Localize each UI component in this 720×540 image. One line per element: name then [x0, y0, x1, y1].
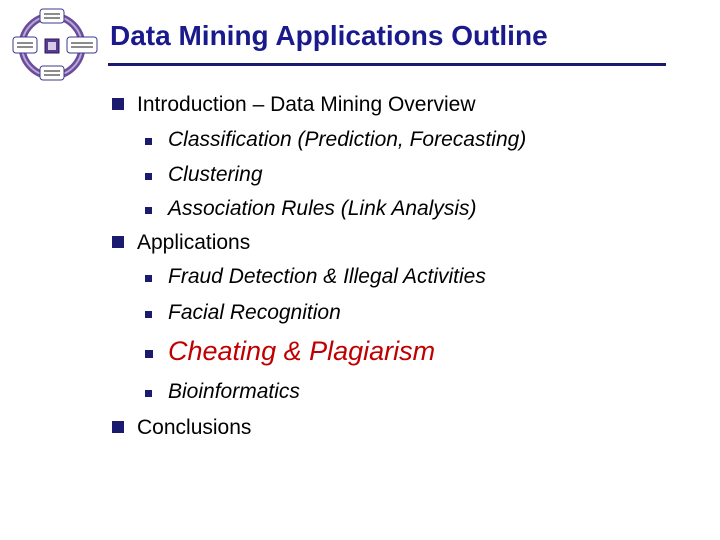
- list-item-text: Fraud Detection & Illegal Activities: [168, 265, 486, 288]
- square-bullet-icon: [145, 138, 152, 145]
- square-bullet-icon: [145, 173, 152, 180]
- list-item-text: Applications: [137, 231, 251, 254]
- square-bullet-icon: [145, 207, 152, 214]
- list-item-text: Classification (Prediction, Forecasting): [168, 128, 527, 151]
- square-bullet-icon: [112, 98, 124, 110]
- square-bullet-icon: [145, 311, 152, 318]
- list-item-text: Cheating & Plagiarism: [168, 336, 436, 366]
- list-item-text: Conclusions: [137, 416, 252, 439]
- slide-title: Data Mining Applications Outline: [110, 20, 548, 51]
- square-bullet-icon: [112, 236, 124, 248]
- list-item-text: Facial Recognition: [168, 301, 341, 324]
- square-bullet-icon: [145, 275, 152, 282]
- square-bullet-icon: [112, 421, 124, 433]
- list-item-text: Introduction – Data Mining Overview: [137, 93, 476, 116]
- square-bullet-icon: [145, 350, 153, 358]
- list-item-text: Association Rules (Link Analysis): [168, 197, 477, 220]
- list-item-text: Bioinformatics: [168, 380, 300, 403]
- list-item-text: Clustering: [168, 163, 263, 186]
- square-bullet-icon: [145, 390, 152, 397]
